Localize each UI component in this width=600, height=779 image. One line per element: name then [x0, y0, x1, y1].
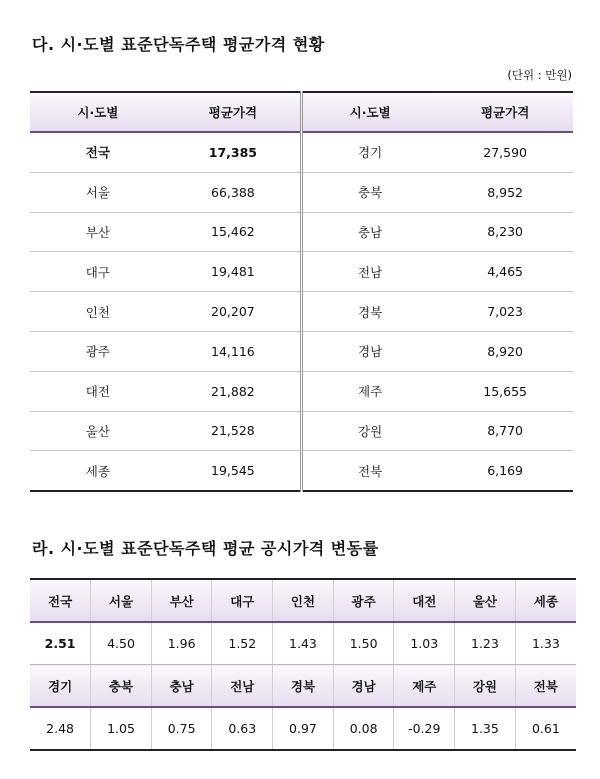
rate-cell: 1.33 — [515, 622, 576, 665]
region-header-cell: 세종 — [515, 579, 576, 622]
rate-cell: 1.23 — [455, 622, 516, 665]
price-cell: 8,920 — [437, 331, 573, 371]
rate-cell: 1.50 — [333, 622, 394, 665]
average-price-table — [30, 91, 573, 492]
price-cell: 19,481 — [166, 252, 302, 292]
region-header-cell: 대전 — [394, 579, 455, 622]
table-row — [30, 331, 573, 371]
rate-cell: 4.50 — [91, 622, 152, 665]
rate-cell: -0.29 — [394, 707, 455, 750]
price-cell: 8,952 — [437, 172, 573, 212]
region-cell: 제주 — [302, 371, 438, 411]
region-cell: 경기 — [302, 132, 438, 172]
region-header-cell: 울산 — [455, 579, 516, 622]
region-header-cell: 충북 — [91, 665, 152, 708]
region-header-cell: 전남 — [212, 665, 273, 708]
change-rate-table — [30, 578, 576, 751]
rate-cell: 0.08 — [333, 707, 394, 750]
table-header-row — [30, 665, 576, 708]
table-row — [30, 451, 573, 491]
region-cell: 서울 — [30, 172, 166, 212]
region-header-cell: 광주 — [333, 579, 394, 622]
section-title-average-price: 다. 시·도별 표준단독주택 평균가격 현황 — [32, 35, 325, 54]
table-row — [30, 212, 573, 252]
price-cell: 20,207 — [166, 292, 302, 332]
column-header-region: 시·도별 — [30, 92, 166, 132]
table-header-row — [30, 92, 573, 132]
table-row — [30, 252, 573, 292]
rate-cell: 1.35 — [455, 707, 516, 750]
column-header-region: 시·도별 — [302, 92, 438, 132]
rate-cell: 0.97 — [273, 707, 334, 750]
region-cell: 대전 — [30, 371, 166, 411]
rate-cell: 1.52 — [212, 622, 273, 665]
price-cell: 6,169 — [437, 451, 573, 491]
table-header-row — [30, 579, 576, 622]
table-row — [30, 411, 573, 451]
region-header-cell: 경남 — [333, 665, 394, 708]
region-cell: 충남 — [302, 212, 438, 252]
region-header-cell: 충남 — [151, 665, 212, 708]
price-cell: 21,528 — [166, 411, 302, 451]
price-cell: 15,462 — [166, 212, 302, 252]
price-cell: 7,023 — [437, 292, 573, 332]
region-cell: 인천 — [30, 292, 166, 332]
price-cell: 8,770 — [437, 411, 573, 451]
table-row — [30, 132, 573, 172]
region-cell: 세종 — [30, 451, 166, 491]
section-title-change-rate: 라. 시·도별 표준단독주택 평균 공시가격 변동률 — [32, 539, 379, 558]
region-header-cell: 인천 — [273, 579, 334, 622]
region-cell: 경북 — [302, 292, 438, 332]
region-header-cell: 강원 — [455, 665, 516, 708]
rate-cell: 0.75 — [151, 707, 212, 750]
rate-cell: 0.61 — [515, 707, 576, 750]
region-cell: 충북 — [302, 172, 438, 212]
rate-cell: 2.51 — [30, 622, 91, 665]
rate-cell: 0.63 — [212, 707, 273, 750]
rate-cell: 1.05 — [91, 707, 152, 750]
price-cell: 8,230 — [437, 212, 573, 252]
rate-cell: 2.48 — [30, 707, 91, 750]
table-row — [30, 707, 576, 750]
region-cell: 강원 — [302, 411, 438, 451]
region-cell: 부산 — [30, 212, 166, 252]
region-header-cell: 제주 — [394, 665, 455, 708]
column-header-price: 평균가격 — [437, 92, 573, 132]
region-header-cell: 대구 — [212, 579, 273, 622]
region-cell: 광주 — [30, 331, 166, 371]
column-header-price: 평균가격 — [166, 92, 302, 132]
price-cell: 27,590 — [437, 132, 573, 172]
region-header-cell: 경북 — [273, 665, 334, 708]
region-cell: 전국 — [30, 132, 166, 172]
region-cell: 전남 — [302, 252, 438, 292]
region-header-cell: 전국 — [30, 579, 91, 622]
price-cell: 19,545 — [166, 451, 302, 491]
price-cell: 17,385 — [166, 132, 302, 172]
table-row — [30, 622, 576, 665]
price-cell: 15,655 — [437, 371, 573, 411]
price-cell: 14,116 — [166, 331, 302, 371]
region-header-cell: 부산 — [151, 579, 212, 622]
region-cell: 경남 — [302, 331, 438, 371]
region-header-cell: 경기 — [30, 665, 91, 708]
rate-cell: 1.96 — [151, 622, 212, 665]
price-cell: 21,882 — [166, 371, 302, 411]
region-header-cell: 전북 — [515, 665, 576, 708]
price-cell: 4,465 — [437, 252, 573, 292]
region-cell: 울산 — [30, 411, 166, 451]
region-cell: 대구 — [30, 252, 166, 292]
region-cell: 전북 — [302, 451, 438, 491]
table-row — [30, 172, 573, 212]
rate-cell: 1.03 — [394, 622, 455, 665]
unit-label: (단위 : 만원) — [507, 68, 572, 82]
rate-cell: 1.43 — [273, 622, 334, 665]
price-cell: 66,388 — [166, 172, 302, 212]
region-header-cell: 서울 — [91, 579, 152, 622]
table-row — [30, 371, 573, 411]
table-row — [30, 292, 573, 332]
